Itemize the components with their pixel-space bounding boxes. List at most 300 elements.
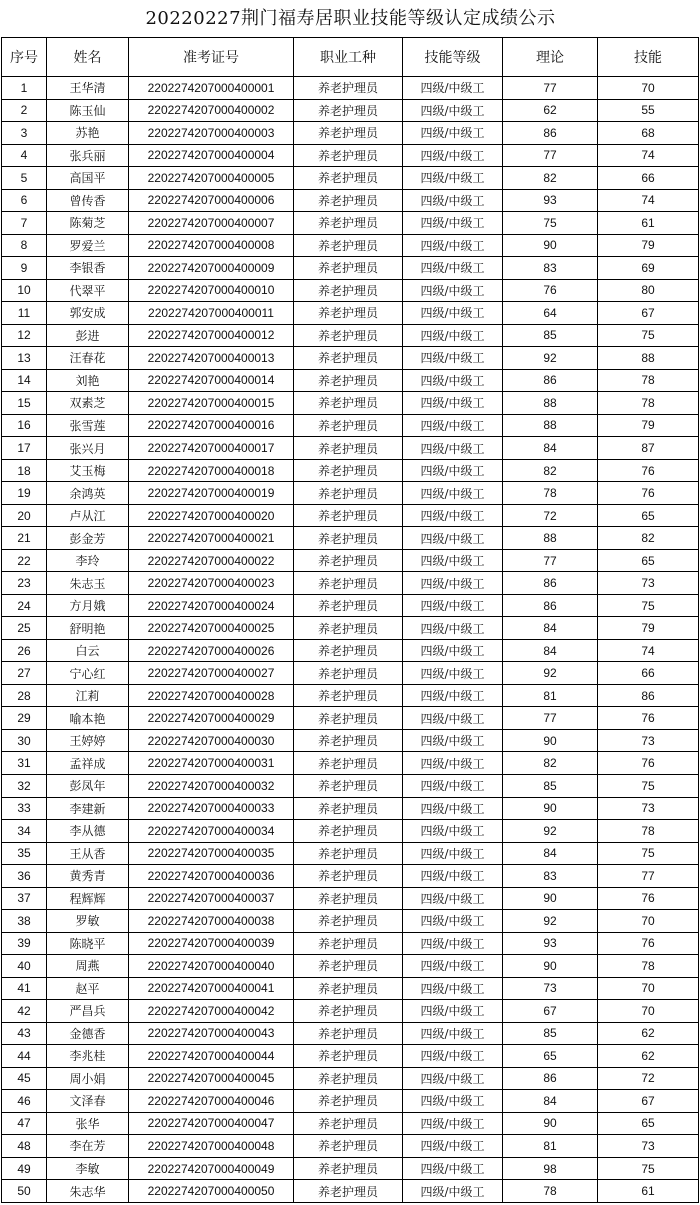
cell-skill: 66 — [598, 662, 699, 685]
cell-level: 四级/中级工 — [403, 1180, 503, 1203]
cell-theory: 88 — [503, 414, 598, 437]
cell-exam-id: 2202274207000400004 — [129, 144, 294, 167]
cell-name: 金德香 — [47, 1022, 129, 1045]
cell-name: 李玲 — [47, 549, 129, 572]
cell-job: 养老护理员 — [294, 662, 403, 685]
cell-level: 四级/中级工 — [403, 1112, 503, 1135]
cell-theory: 83 — [503, 257, 598, 280]
cell-theory: 62 — [503, 99, 598, 122]
cell-job: 养老护理员 — [294, 234, 403, 257]
cell-name: 孟祥成 — [47, 752, 129, 775]
cell-job: 养老护理员 — [294, 99, 403, 122]
table-row — [2, 820, 699, 843]
cell-no: 41 — [2, 977, 47, 1000]
cell-theory: 84 — [503, 639, 598, 662]
cell-theory: 83 — [503, 865, 598, 888]
cell-skill: 68 — [598, 122, 699, 145]
table-row — [2, 144, 699, 167]
cell-theory: 86 — [503, 1067, 598, 1090]
cell-level: 四级/中级工 — [403, 910, 503, 933]
table-row — [2, 167, 699, 190]
cell-skill: 70 — [598, 910, 699, 933]
cell-name: 舒明艳 — [47, 617, 129, 640]
cell-job: 养老护理员 — [294, 1135, 403, 1158]
cell-name: 严昌兵 — [47, 1000, 129, 1023]
cell-level: 四级/中级工 — [403, 887, 503, 910]
cell-job: 养老护理员 — [294, 820, 403, 843]
cell-skill: 79 — [598, 617, 699, 640]
cell-skill: 74 — [598, 144, 699, 167]
cell-name: 高国平 — [47, 167, 129, 190]
cell-name: 郭安成 — [47, 302, 129, 325]
cell-skill: 66 — [598, 167, 699, 190]
table-row — [2, 1135, 699, 1158]
cell-no: 42 — [2, 1000, 47, 1023]
cell-exam-id: 2202274207000400005 — [129, 167, 294, 190]
cell-name: 宁心红 — [47, 662, 129, 685]
table-row — [2, 572, 699, 595]
cell-job: 养老护理员 — [294, 910, 403, 933]
cell-exam-id: 2202274207000400006 — [129, 189, 294, 212]
cell-no: 2 — [2, 99, 47, 122]
cell-exam-id: 2202274207000400015 — [129, 392, 294, 415]
cell-level: 四级/中级工 — [403, 369, 503, 392]
table-row — [2, 369, 699, 392]
cell-exam-id: 2202274207000400041 — [129, 977, 294, 1000]
cell-exam-id: 2202274207000400016 — [129, 414, 294, 437]
cell-name: 黄秀青 — [47, 865, 129, 888]
cell-level: 四级/中级工 — [403, 1135, 503, 1158]
cell-name: 李敏 — [47, 1157, 129, 1180]
cell-skill: 87 — [598, 437, 699, 460]
cell-skill: 79 — [598, 234, 699, 257]
cell-exam-id: 2202274207000400003 — [129, 122, 294, 145]
cell-exam-id: 2202274207000400049 — [129, 1157, 294, 1180]
cell-job: 养老护理员 — [294, 1000, 403, 1023]
cell-level: 四级/中级工 — [403, 234, 503, 257]
cell-no: 23 — [2, 572, 47, 595]
cell-name: 王华清 — [47, 77, 129, 100]
cell-theory: 84 — [503, 842, 598, 865]
header-exam-id: 准考证号 — [129, 38, 294, 77]
cell-job: 养老护理员 — [294, 437, 403, 460]
header-level: 技能等级 — [403, 38, 503, 77]
cell-exam-id: 2202274207000400025 — [129, 617, 294, 640]
table-body — [2, 77, 699, 1203]
table-row — [2, 977, 699, 1000]
cell-name: 张兵丽 — [47, 144, 129, 167]
table-row — [2, 842, 699, 865]
cell-theory: 90 — [503, 887, 598, 910]
cell-level: 四级/中级工 — [403, 662, 503, 685]
cell-no: 10 — [2, 279, 47, 302]
cell-name: 余鸿英 — [47, 482, 129, 505]
cell-no: 46 — [2, 1090, 47, 1113]
table-row — [2, 189, 699, 212]
cell-level: 四级/中级工 — [403, 77, 503, 100]
cell-theory: 88 — [503, 527, 598, 550]
cell-job: 养老护理员 — [294, 482, 403, 505]
cell-level: 四级/中级工 — [403, 572, 503, 595]
cell-theory: 86 — [503, 122, 598, 145]
cell-skill: 76 — [598, 459, 699, 482]
cell-theory: 75 — [503, 212, 598, 235]
table-row — [2, 707, 699, 730]
header-name: 姓名 — [47, 38, 129, 77]
cell-no: 47 — [2, 1112, 47, 1135]
cell-skill: 70 — [598, 77, 699, 100]
cell-theory: 82 — [503, 167, 598, 190]
table-row — [2, 77, 699, 100]
table-row — [2, 774, 699, 797]
cell-name: 罗敏 — [47, 910, 129, 933]
cell-level: 四级/中级工 — [403, 189, 503, 212]
table-header — [2, 38, 699, 77]
cell-job: 养老护理员 — [294, 144, 403, 167]
cell-skill: 61 — [598, 212, 699, 235]
cell-level: 四级/中级工 — [403, 707, 503, 730]
cell-skill: 65 — [598, 549, 699, 572]
cell-theory: 73 — [503, 977, 598, 1000]
table-row — [2, 1180, 699, 1203]
cell-name: 白云 — [47, 639, 129, 662]
cell-skill: 67 — [598, 302, 699, 325]
cell-job: 养老护理员 — [294, 752, 403, 775]
cell-job: 养老护理员 — [294, 842, 403, 865]
cell-skill: 82 — [598, 527, 699, 550]
table-row — [2, 302, 699, 325]
cell-theory: 90 — [503, 955, 598, 978]
cell-skill: 73 — [598, 729, 699, 752]
cell-job: 养老护理员 — [294, 1112, 403, 1135]
cell-theory: 88 — [503, 392, 598, 415]
cell-theory: 86 — [503, 369, 598, 392]
cell-no: 27 — [2, 662, 47, 685]
table-row — [2, 234, 699, 257]
cell-no: 36 — [2, 865, 47, 888]
cell-skill: 86 — [598, 684, 699, 707]
cell-no: 30 — [2, 729, 47, 752]
cell-no: 43 — [2, 1022, 47, 1045]
cell-no: 12 — [2, 324, 47, 347]
cell-exam-id: 2202274207000400027 — [129, 662, 294, 685]
cell-theory: 67 — [503, 1000, 598, 1023]
cell-name: 苏艳 — [47, 122, 129, 145]
cell-name: 张雪莲 — [47, 414, 129, 437]
header-theory: 理论 — [503, 38, 598, 77]
cell-name: 刘艳 — [47, 369, 129, 392]
table-row — [2, 797, 699, 820]
cell-exam-id: 2202274207000400022 — [129, 549, 294, 572]
cell-job: 养老护理员 — [294, 1180, 403, 1203]
cell-no: 24 — [2, 594, 47, 617]
cell-name: 江莉 — [47, 684, 129, 707]
cell-name: 卢从江 — [47, 504, 129, 527]
cell-level: 四级/中级工 — [403, 414, 503, 437]
cell-theory: 85 — [503, 774, 598, 797]
cell-exam-id: 2202274207000400013 — [129, 347, 294, 370]
cell-exam-id: 2202274207000400038 — [129, 910, 294, 933]
cell-name: 艾玉梅 — [47, 459, 129, 482]
cell-skill: 76 — [598, 482, 699, 505]
cell-theory: 77 — [503, 707, 598, 730]
cell-job: 养老护理员 — [294, 324, 403, 347]
cell-skill: 75 — [598, 1157, 699, 1180]
cell-exam-id: 2202274207000400033 — [129, 797, 294, 820]
table-row — [2, 414, 699, 437]
cell-level: 四级/中级工 — [403, 392, 503, 415]
cell-no: 35 — [2, 842, 47, 865]
cell-no: 16 — [2, 414, 47, 437]
cell-name: 赵平 — [47, 977, 129, 1000]
cell-name: 张兴月 — [47, 437, 129, 460]
cell-job: 养老护理员 — [294, 594, 403, 617]
cell-exam-id: 2202274207000400036 — [129, 865, 294, 888]
cell-skill: 80 — [598, 279, 699, 302]
cell-level: 四级/中级工 — [403, 167, 503, 190]
cell-theory: 81 — [503, 1135, 598, 1158]
table-row — [2, 527, 699, 550]
cell-level: 四级/中级工 — [403, 955, 503, 978]
cell-job: 养老护理员 — [294, 77, 403, 100]
cell-job: 养老护理员 — [294, 1157, 403, 1180]
cell-exam-id: 2202274207000400019 — [129, 482, 294, 505]
cell-theory: 92 — [503, 662, 598, 685]
cell-skill: 62 — [598, 1022, 699, 1045]
cell-theory: 85 — [503, 1022, 598, 1045]
cell-job: 养老护理员 — [294, 122, 403, 145]
cell-job: 养老护理员 — [294, 684, 403, 707]
score-table — [1, 37, 699, 1203]
table-row — [2, 910, 699, 933]
cell-no: 9 — [2, 257, 47, 280]
cell-job: 养老护理员 — [294, 774, 403, 797]
cell-theory: 85 — [503, 324, 598, 347]
cell-skill: 76 — [598, 752, 699, 775]
header-job: 职业工种 — [294, 38, 403, 77]
cell-job: 养老护理员 — [294, 1067, 403, 1090]
cell-no: 1 — [2, 77, 47, 100]
cell-level: 四级/中级工 — [403, 729, 503, 752]
cell-level: 四级/中级工 — [403, 347, 503, 370]
cell-name: 彭金芳 — [47, 527, 129, 550]
cell-exam-id: 2202274207000400045 — [129, 1067, 294, 1090]
cell-job: 养老护理员 — [294, 955, 403, 978]
cell-theory: 81 — [503, 684, 598, 707]
cell-theory: 65 — [503, 1045, 598, 1068]
table-row — [2, 594, 699, 617]
cell-name: 方月娥 — [47, 594, 129, 617]
table-row — [2, 1112, 699, 1135]
cell-level: 四级/中级工 — [403, 842, 503, 865]
cell-job: 养老护理员 — [294, 617, 403, 640]
table-row — [2, 257, 699, 280]
cell-level: 四级/中级工 — [403, 437, 503, 460]
cell-no: 32 — [2, 774, 47, 797]
cell-exam-id: 2202274207000400023 — [129, 572, 294, 595]
table-row — [2, 212, 699, 235]
cell-skill: 70 — [598, 977, 699, 1000]
cell-level: 四级/中级工 — [403, 820, 503, 843]
cell-exam-id: 2202274207000400030 — [129, 729, 294, 752]
cell-theory: 90 — [503, 729, 598, 752]
cell-level: 四级/中级工 — [403, 504, 503, 527]
cell-theory: 90 — [503, 1112, 598, 1135]
cell-theory: 77 — [503, 144, 598, 167]
cell-no: 5 — [2, 167, 47, 190]
cell-theory: 84 — [503, 437, 598, 460]
cell-level: 四级/中级工 — [403, 1022, 503, 1045]
table-row — [2, 865, 699, 888]
cell-name: 曾传香 — [47, 189, 129, 212]
cell-job: 养老护理员 — [294, 459, 403, 482]
table-row — [2, 347, 699, 370]
cell-exam-id: 2202274207000400037 — [129, 887, 294, 910]
cell-level: 四级/中级工 — [403, 1045, 503, 1068]
cell-theory: 90 — [503, 234, 598, 257]
cell-skill: 65 — [598, 504, 699, 527]
cell-skill: 79 — [598, 414, 699, 437]
cell-job: 养老护理员 — [294, 302, 403, 325]
cell-level: 四级/中级工 — [403, 932, 503, 955]
cell-name: 李建新 — [47, 797, 129, 820]
cell-no: 44 — [2, 1045, 47, 1068]
cell-no: 14 — [2, 369, 47, 392]
cell-no: 33 — [2, 797, 47, 820]
cell-exam-id: 2202274207000400012 — [129, 324, 294, 347]
table-row — [2, 1067, 699, 1090]
cell-no: 28 — [2, 684, 47, 707]
cell-name: 文泽春 — [47, 1090, 129, 1113]
table-row — [2, 279, 699, 302]
cell-theory: 82 — [503, 752, 598, 775]
cell-skill: 74 — [598, 189, 699, 212]
cell-no: 8 — [2, 234, 47, 257]
table-row — [2, 752, 699, 775]
cell-job: 养老护理员 — [294, 257, 403, 280]
cell-job: 养老护理员 — [294, 527, 403, 550]
cell-level: 四级/中级工 — [403, 1090, 503, 1113]
cell-job: 养老护理员 — [294, 279, 403, 302]
header-row — [2, 38, 699, 77]
cell-no: 15 — [2, 392, 47, 415]
table-row — [2, 549, 699, 572]
cell-no: 11 — [2, 302, 47, 325]
cell-theory: 93 — [503, 189, 598, 212]
cell-job: 养老护理员 — [294, 414, 403, 437]
table-row — [2, 1090, 699, 1113]
cell-exam-id: 2202274207000400009 — [129, 257, 294, 280]
cell-exam-id: 2202274207000400026 — [129, 639, 294, 662]
cell-skill: 75 — [598, 594, 699, 617]
cell-theory: 77 — [503, 549, 598, 572]
cell-job: 养老护理员 — [294, 797, 403, 820]
cell-name: 李银香 — [47, 257, 129, 280]
cell-job: 养老护理员 — [294, 504, 403, 527]
cell-no: 17 — [2, 437, 47, 460]
cell-skill: 70 — [598, 1000, 699, 1023]
cell-no: 21 — [2, 527, 47, 550]
header-skill: 技能 — [598, 38, 699, 77]
cell-skill: 62 — [598, 1045, 699, 1068]
cell-exam-id: 2202274207000400029 — [129, 707, 294, 730]
cell-exam-id: 2202274207000400001 — [129, 77, 294, 100]
cell-no: 50 — [2, 1180, 47, 1203]
cell-no: 26 — [2, 639, 47, 662]
cell-skill: 78 — [598, 392, 699, 415]
cell-job: 养老护理员 — [294, 549, 403, 572]
cell-no: 31 — [2, 752, 47, 775]
cell-job: 养老护理员 — [294, 1045, 403, 1068]
cell-level: 四级/中级工 — [403, 549, 503, 572]
cell-theory: 86 — [503, 572, 598, 595]
cell-exam-id: 2202274207000400024 — [129, 594, 294, 617]
cell-no: 7 — [2, 212, 47, 235]
cell-exam-id: 2202274207000400046 — [129, 1090, 294, 1113]
cell-skill: 75 — [598, 774, 699, 797]
cell-skill: 88 — [598, 347, 699, 370]
cell-name: 张华 — [47, 1112, 129, 1135]
cell-no: 3 — [2, 122, 47, 145]
cell-exam-id: 2202274207000400040 — [129, 955, 294, 978]
cell-job: 养老护理员 — [294, 1022, 403, 1045]
cell-level: 四级/中级工 — [403, 212, 503, 235]
cell-job: 养老护理员 — [294, 639, 403, 662]
cell-no: 49 — [2, 1157, 47, 1180]
cell-job: 养老护理员 — [294, 392, 403, 415]
cell-exam-id: 2202274207000400034 — [129, 820, 294, 843]
table-row — [2, 1045, 699, 1068]
cell-exam-id: 2202274207000400042 — [129, 1000, 294, 1023]
cell-level: 四级/中级工 — [403, 977, 503, 1000]
cell-name: 李从德 — [47, 820, 129, 843]
cell-skill: 73 — [598, 572, 699, 595]
cell-level: 四级/中级工 — [403, 527, 503, 550]
cell-name: 代翠平 — [47, 279, 129, 302]
cell-name: 陈晓平 — [47, 932, 129, 955]
cell-name: 朱志玉 — [47, 572, 129, 595]
cell-theory: 64 — [503, 302, 598, 325]
cell-exam-id: 2202274207000400043 — [129, 1022, 294, 1045]
cell-exam-id: 2202274207000400028 — [129, 684, 294, 707]
cell-level: 四级/中级工 — [403, 459, 503, 482]
cell-job: 养老护理员 — [294, 865, 403, 888]
table-row — [2, 122, 699, 145]
cell-level: 四级/中级工 — [403, 774, 503, 797]
cell-level: 四级/中级工 — [403, 482, 503, 505]
cell-exam-id: 2202274207000400007 — [129, 212, 294, 235]
cell-skill: 75 — [598, 842, 699, 865]
cell-no: 25 — [2, 617, 47, 640]
cell-name: 周燕 — [47, 955, 129, 978]
cell-exam-id: 2202274207000400035 — [129, 842, 294, 865]
cell-no: 37 — [2, 887, 47, 910]
cell-theory: 92 — [503, 910, 598, 933]
cell-exam-id: 2202274207000400011 — [129, 302, 294, 325]
cell-skill: 74 — [598, 639, 699, 662]
cell-skill: 77 — [598, 865, 699, 888]
cell-no: 29 — [2, 707, 47, 730]
table-row — [2, 437, 699, 460]
table-row — [2, 392, 699, 415]
table-row — [2, 1022, 699, 1045]
table-row — [2, 1000, 699, 1023]
cell-level: 四级/中级工 — [403, 684, 503, 707]
cell-exam-id: 2202274207000400047 — [129, 1112, 294, 1135]
cell-exam-id: 2202274207000400010 — [129, 279, 294, 302]
table-row — [2, 684, 699, 707]
cell-level: 四级/中级工 — [403, 865, 503, 888]
